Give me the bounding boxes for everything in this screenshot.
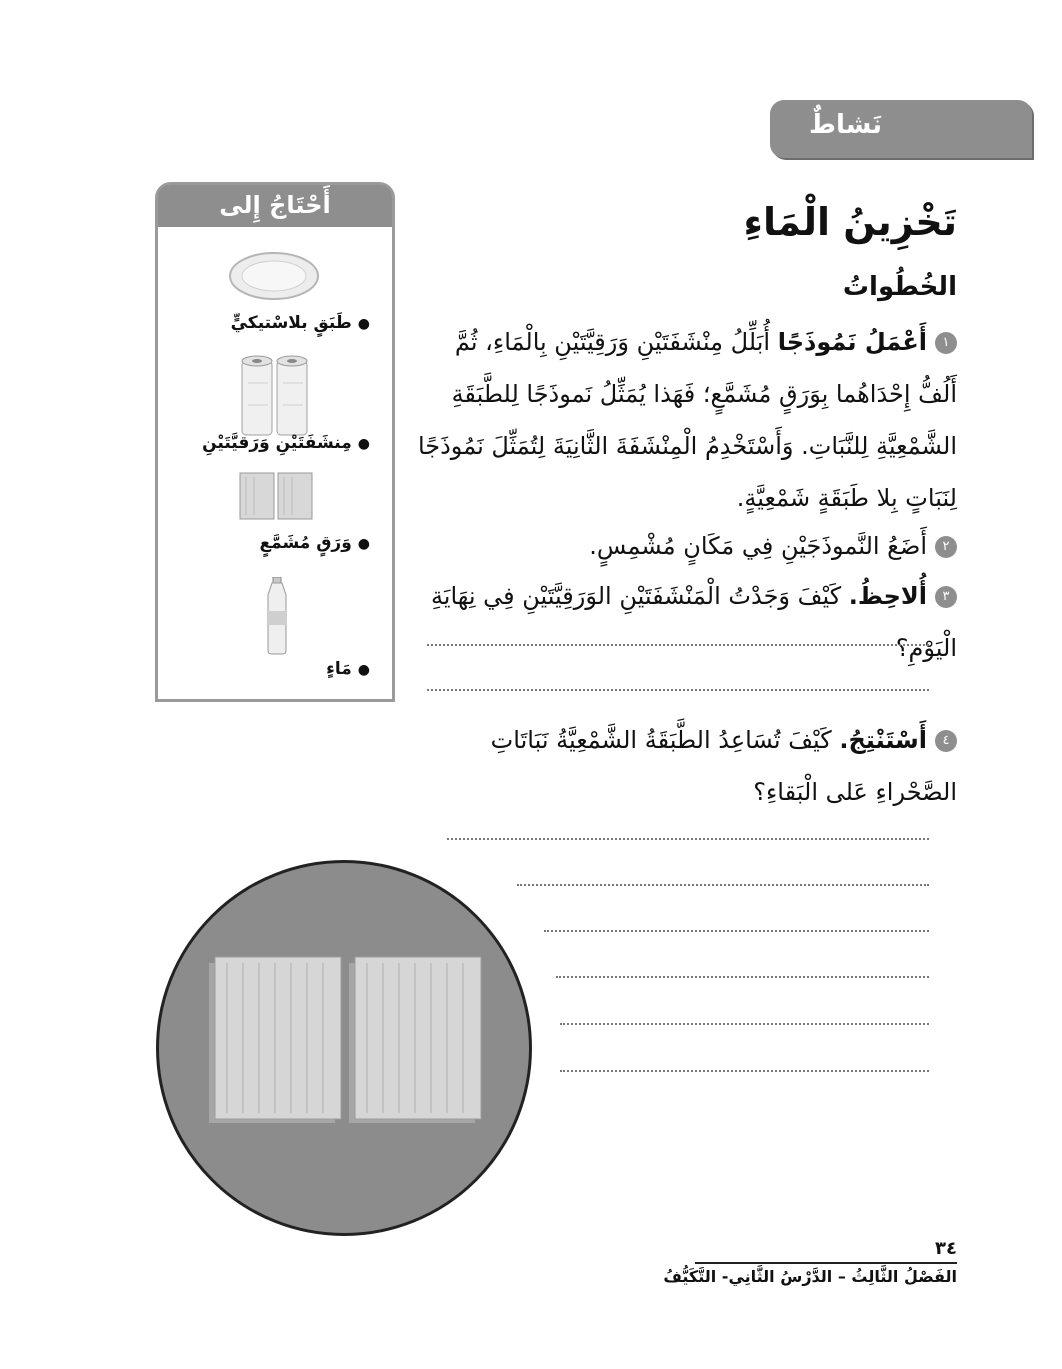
materials-heading: أَحْتَاجُ إِلى	[219, 191, 331, 219]
step-text: كَيْفَ تُسَاعِدُ الطَّبَقَةُ الشَّمْعِيَّةُ نَبَاتَاتِ الصَّحْراءِ عَلى الْبَقاءِ؟	[490, 726, 957, 806]
step-number: ٣	[935, 586, 957, 608]
answer-line[interactable]	[447, 838, 929, 840]
illustration-circle	[156, 860, 532, 1236]
answer-line[interactable]	[560, 1023, 929, 1025]
material-item: ●وَرَقٍ مُشَمَّعٍ	[259, 533, 370, 553]
step-2	[412, 520, 957, 572]
answer-line[interactable]	[517, 884, 929, 886]
step-number: ٤	[935, 730, 957, 752]
step-4	[412, 714, 957, 818]
step-text: كَيْفَ وَجَدْتُ الْمَنْشَفَتَيْنِ الوَرَقِيَّتَيْنِ فِي نِهَايَةِ الْيَوْمِ؟	[430, 582, 957, 662]
answer-line[interactable]	[427, 644, 929, 646]
bullet-icon: ●	[357, 662, 370, 678]
water-bottle-icon	[262, 577, 292, 655]
step-number: ١	[935, 332, 957, 354]
material-item: ●طَبَقٍ بلاسْتيكيٍّ	[230, 313, 370, 333]
bullet-icon: ●	[357, 316, 370, 332]
step-lead: أَعْمَلُ نَمُوذَجًا	[777, 328, 927, 356]
step-1	[412, 316, 957, 524]
step-text: أَضَعُ النَّموذَجَيْنِ فِي مَكَانٍ مُشْمِسٍ.	[589, 532, 927, 560]
footer-chapter: الفَصْلُ الثَّالِثُ – الدَّرْسُ الثَّانِي- التَّكَيُّفُ	[663, 1267, 957, 1286]
step-text: أُبَلِّلُ مِنْشَفَتَيْنِ وَرَقِيَّتَيْنِ بِالْمَاءِ، ثُمَّ أَلُفُّ إِحْدَاهُما بِوَرَقٍ مُشَمَّعٍ؛ فَهَذا يُمَثِّلُ نَموذَجًا لِلطَّبَقَةِ الشَّمْعِيَّةِ لِلنَّبَاتِ. وَأَسْتَخْدِمُ الْمِنْشَفَةَ الثَّانِيَةَ لِتُمَثِّلَ نَمُوذَجًا لِنَبَاتٍ بِلا طَبَقَةٍ شَمْعِيَّةٍ.	[417, 328, 957, 512]
materials-box	[155, 182, 395, 702]
bullet-icon: ●	[357, 436, 370, 452]
answer-line[interactable]	[560, 1070, 929, 1072]
paper-towel-rolls-icon	[240, 353, 310, 439]
materials-header	[158, 185, 392, 227]
activity-tab	[770, 100, 1032, 158]
step-number: ٢	[935, 536, 957, 558]
wet-paper-towels-icon	[203, 955, 493, 1135]
answer-line[interactable]	[544, 930, 929, 932]
bullet-icon: ●	[357, 536, 370, 552]
activity-tab-label: نَشاطٌ	[809, 110, 882, 140]
plastic-plate-icon	[228, 251, 320, 301]
step-lead: أُلاحِظُ.	[848, 582, 927, 610]
step-lead: أَسْتَنْتِجُ.	[839, 726, 927, 754]
answer-line[interactable]	[427, 689, 929, 691]
material-item: ●مِنشَفَتَيْنِ وَرَقيَّتَيْنِ	[202, 433, 370, 453]
steps-heading: الخُطُواتُ	[842, 272, 957, 302]
answer-line[interactable]	[556, 976, 929, 978]
material-item: ●مَاءٍ	[326, 659, 370, 679]
wax-paper-icon	[238, 471, 314, 521]
step-3	[412, 570, 957, 674]
page-title: تَخْزِينُ الْمَاءِ	[743, 200, 957, 244]
page-number: ٣٤	[935, 1238, 957, 1259]
footer-divider	[695, 1262, 957, 1264]
